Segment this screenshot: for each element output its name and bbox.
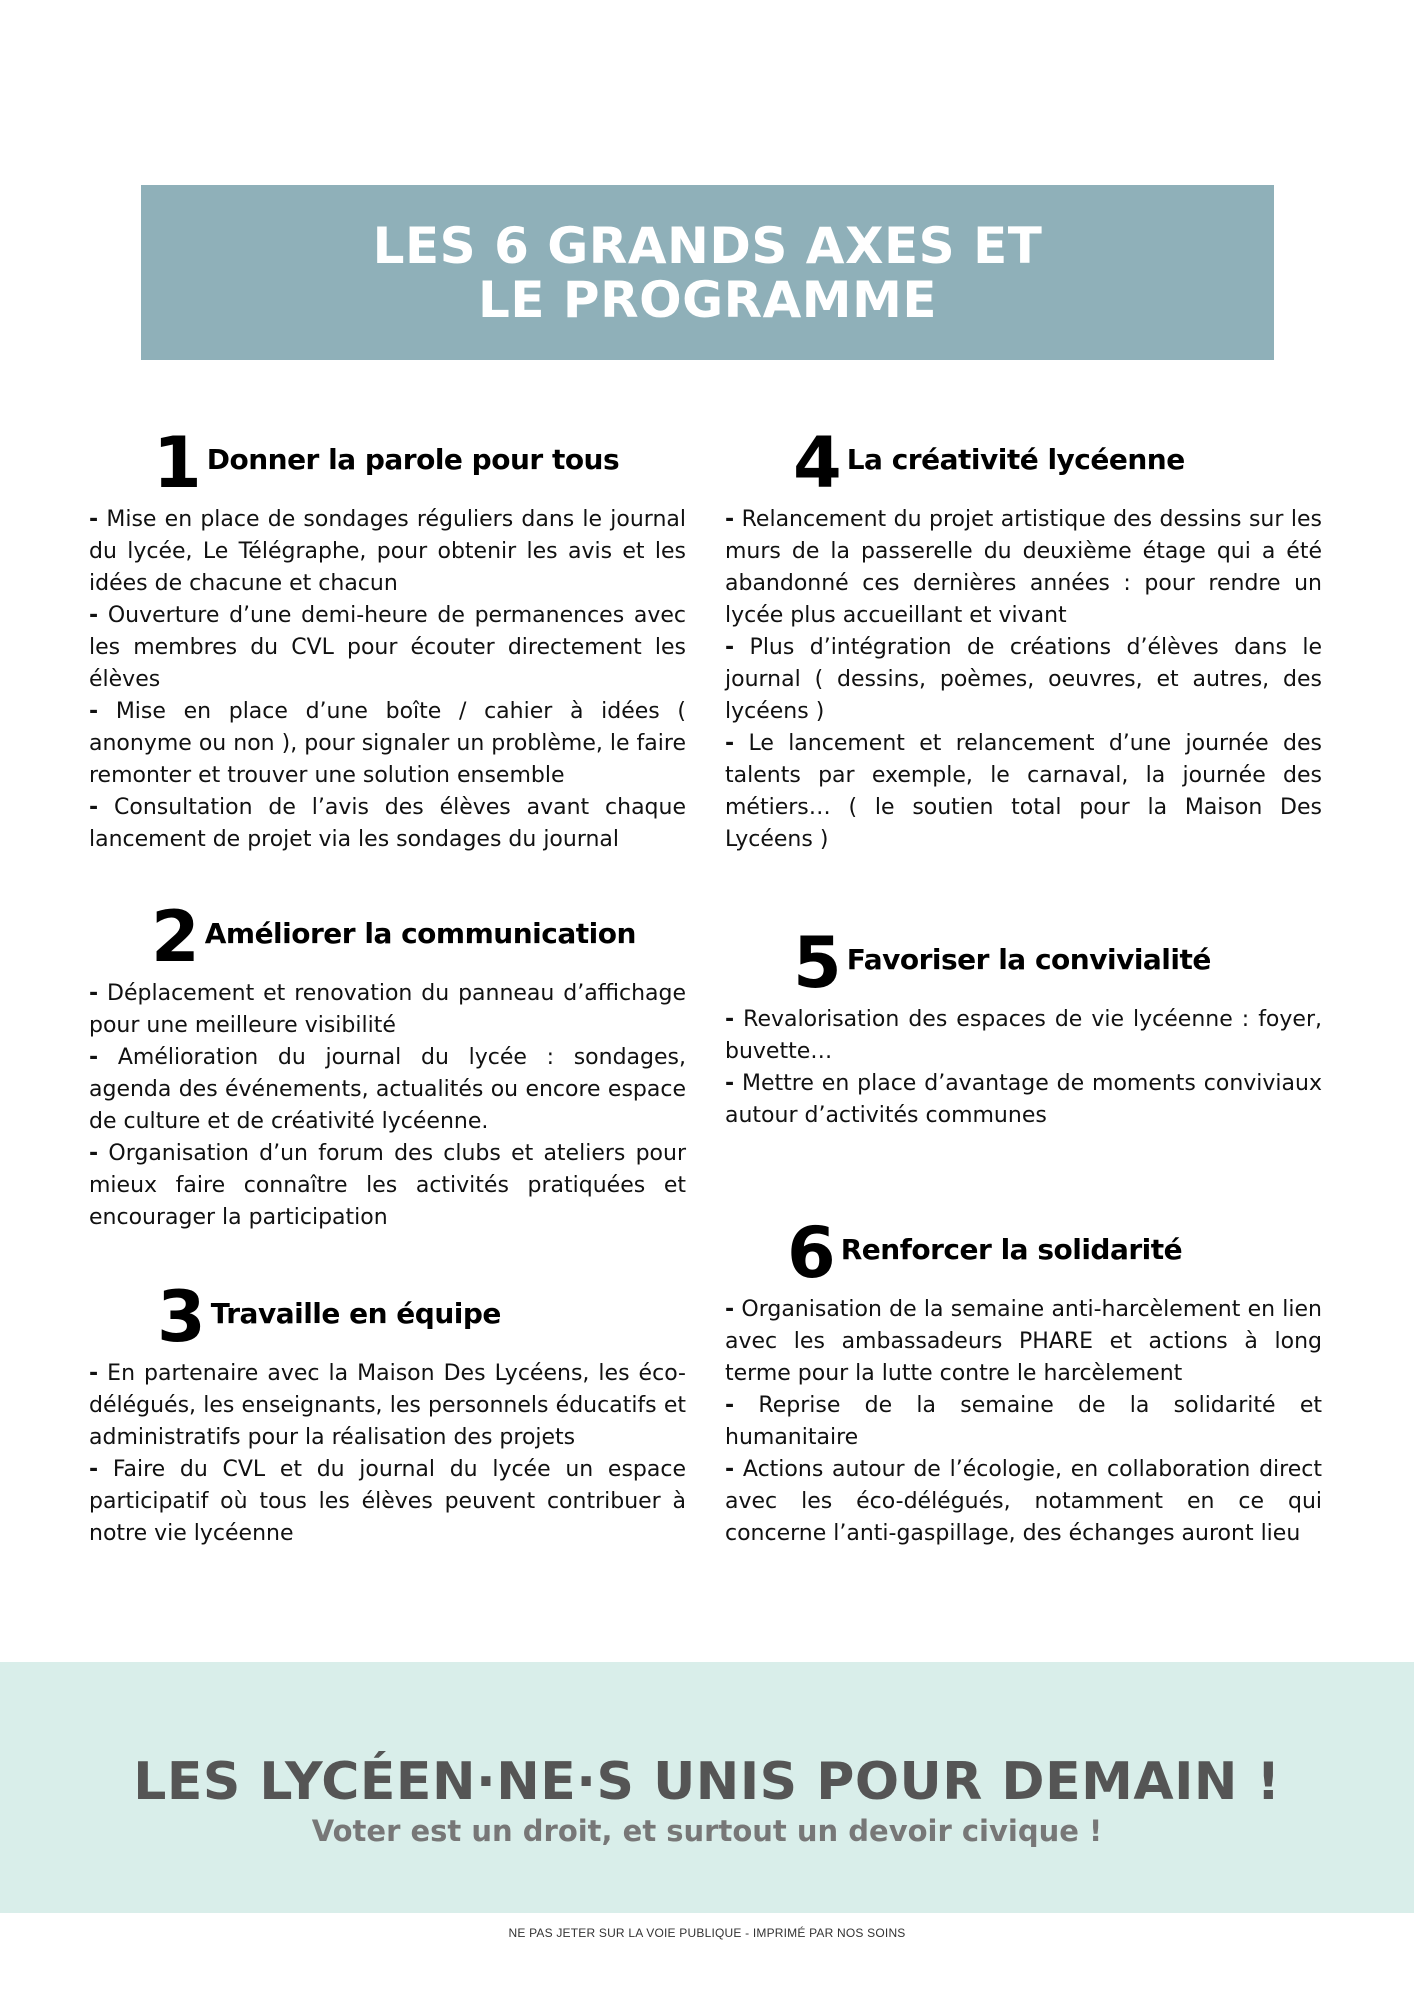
title-line-2: LE PROGRAMME: [478, 270, 937, 329]
axis-number: 4: [793, 422, 839, 504]
axis-2: [89, 896, 686, 1234]
item-text: En partenaire avec la Maison Des Lycéens, les éco-délégués, les enseignants, les personnels éducatifs et administratifs pour la réalisation des projets: [89, 1361, 686, 1450]
footer-note: NE PAS JETER SUR LA VOIE PUBLIQUE - IMPRIMÉ PAR NOS SOINS: [508, 1926, 906, 1940]
axis-items: [89, 504, 686, 856]
list-item: [89, 504, 686, 600]
axis-heading: [725, 922, 1322, 1004]
axis-1: [89, 422, 687, 856]
axis-title: Renforcer la solidarité: [840, 1233, 1183, 1266]
axis-5: [725, 922, 1322, 1132]
slogan-subtitle: Voter est un droit, et surtout un devoir civique !: [311, 1813, 1103, 1848]
item-text: Organisation d’un forum des clubs et ateliers pour mieux faire connaître les activités pratiquées et encourager la participation: [89, 1141, 686, 1230]
list-item: [89, 1138, 686, 1234]
axis-number: 2: [151, 896, 197, 978]
axis-items: [89, 1358, 686, 1550]
axis-heading: [89, 896, 686, 978]
bullet-dash: -: [89, 1045, 99, 1070]
bullet-dash: -: [725, 1297, 735, 1322]
bullet-dash: -: [725, 731, 735, 756]
slogan-band: [0, 1662, 1414, 1913]
axis-title: La créativité lycéenne: [846, 443, 1185, 476]
item-text: Amélioration du journal du lycée : sondages, agenda des événements, actualités ou encore espace de culture et de créativité lycéenne.: [89, 1045, 686, 1134]
axis-number: 5: [793, 922, 839, 1004]
list-item: [725, 1454, 1322, 1550]
item-text: Le lancement et relancement d’une journée des talents par exemple, le carnaval, la journée des métiers… ( le soutien total pour la Maison Des Lycéens ): [725, 731, 1322, 852]
title-line-1: LES 6 GRANDS AXES ET: [372, 216, 1043, 275]
axis-3: [89, 1276, 686, 1550]
bullet-dash: -: [725, 635, 735, 660]
bullet-dash: -: [725, 1393, 735, 1418]
bullet-dash: -: [89, 1457, 99, 1482]
axis-items: [89, 978, 686, 1234]
axis-number: 3: [157, 1276, 203, 1358]
item-text: Organisation de la semaine anti-harcèlement en lien avec les ambassadeurs PHARE et actions à long terme pour la lutte contre le harcèlement: [725, 1297, 1322, 1386]
list-item: [725, 632, 1322, 728]
bullet-dash: -: [89, 603, 99, 628]
list-item: [89, 696, 686, 792]
axis-items: [725, 1294, 1322, 1550]
list-item: [89, 792, 686, 856]
item-text: Plus d’intégration de créations d’élèves dans le journal ( dessins, poèmes, oeuvres, et autres, des lycéens ): [725, 635, 1322, 724]
bullet-dash: -: [89, 507, 99, 532]
list-item: [89, 1358, 686, 1454]
item-text: Actions autour de l’écologie, en collaboration direct avec les éco-délégués, notamment en ce qui concerne l’anti-gaspillage, des échanges auront lieu: [725, 1457, 1322, 1546]
axis-6: [725, 1212, 1322, 1550]
item-text: Déplacement et renovation du panneau d’affichage pour une meilleure visibilité: [89, 981, 686, 1038]
bullet-dash: -: [89, 699, 99, 724]
item-text: Reprise de la semaine de la solidarité et humanitaire: [725, 1393, 1322, 1450]
axis-heading: [89, 1276, 686, 1358]
list-item: [725, 728, 1322, 856]
axis-items: [725, 1004, 1322, 1132]
item-text: Consultation de l’avis des élèves avant chaque lancement de projet via les sondages du journal: [89, 795, 686, 852]
list-item: [89, 600, 686, 696]
list-item: [89, 978, 686, 1042]
bullet-dash: -: [725, 1071, 735, 1096]
list-item: [725, 1294, 1322, 1390]
item-text: Relancement du projet artistique des dessins sur les murs de la passerelle du deuxième étage qui a été abandonné ces dernières années : pour rendre un lycée plus accueillant et vivant: [725, 507, 1323, 628]
axis-heading: [89, 422, 686, 504]
axis-heading: [725, 1212, 1322, 1294]
bullet-dash: -: [89, 1141, 99, 1166]
list-item: [725, 1390, 1322, 1454]
list-item: [725, 1068, 1322, 1132]
slogan-main: LES LYCÉEN·NE·S UNIS POUR DEMAIN !: [133, 1751, 1281, 1812]
bullet-dash: -: [725, 1007, 735, 1032]
list-item: [725, 1004, 1322, 1068]
item-text: Faire du CVL et du journal du lycée un espace participatif où tous les élèves peuvent contribuer à notre vie lycéenne: [89, 1457, 686, 1546]
axis-number: 6: [787, 1212, 833, 1294]
list-item: [89, 1454, 686, 1550]
axis-title: Favoriser la convivialité: [846, 943, 1211, 976]
axis-title: Travaille en équipe: [210, 1297, 501, 1330]
item-text: Ouverture d’une demi-heure de permanences avec les membres du CVL pour écouter directement les élèves: [89, 603, 687, 692]
axis-heading: [725, 422, 1322, 504]
title-banner: [141, 185, 1274, 360]
axis-items: [725, 504, 1322, 856]
item-text: Mettre en place d’avantage de moments conviviaux autour d’activités communes: [725, 1071, 1322, 1128]
bullet-dash: -: [89, 795, 99, 820]
bullet-dash: -: [89, 981, 99, 1006]
bullet-dash: -: [725, 507, 735, 532]
axis-title: Donner la parole pour tous: [206, 443, 620, 476]
bullet-dash: -: [725, 1457, 735, 1482]
item-text: Revalorisation des espaces de vie lycéenne : foyer, buvette…: [725, 1007, 1322, 1064]
list-item: [725, 504, 1322, 632]
axis-title: Améliorer la communication: [204, 917, 636, 950]
bullet-dash: -: [89, 1361, 99, 1386]
list-item: [89, 1042, 686, 1138]
item-text: Mise en place d’une boîte / cahier à idées ( anonyme ou non ), pour signaler un problème, le faire remonter et trouver une solution ensemble: [89, 699, 686, 788]
item-text: Mise en place de sondages réguliers dans le journal du lycée, Le Télégraphe, pour obtenir les avis et les idées de chacune et chacun: [89, 507, 686, 596]
axis-number: 1: [153, 422, 199, 504]
axis-4: [725, 422, 1323, 856]
